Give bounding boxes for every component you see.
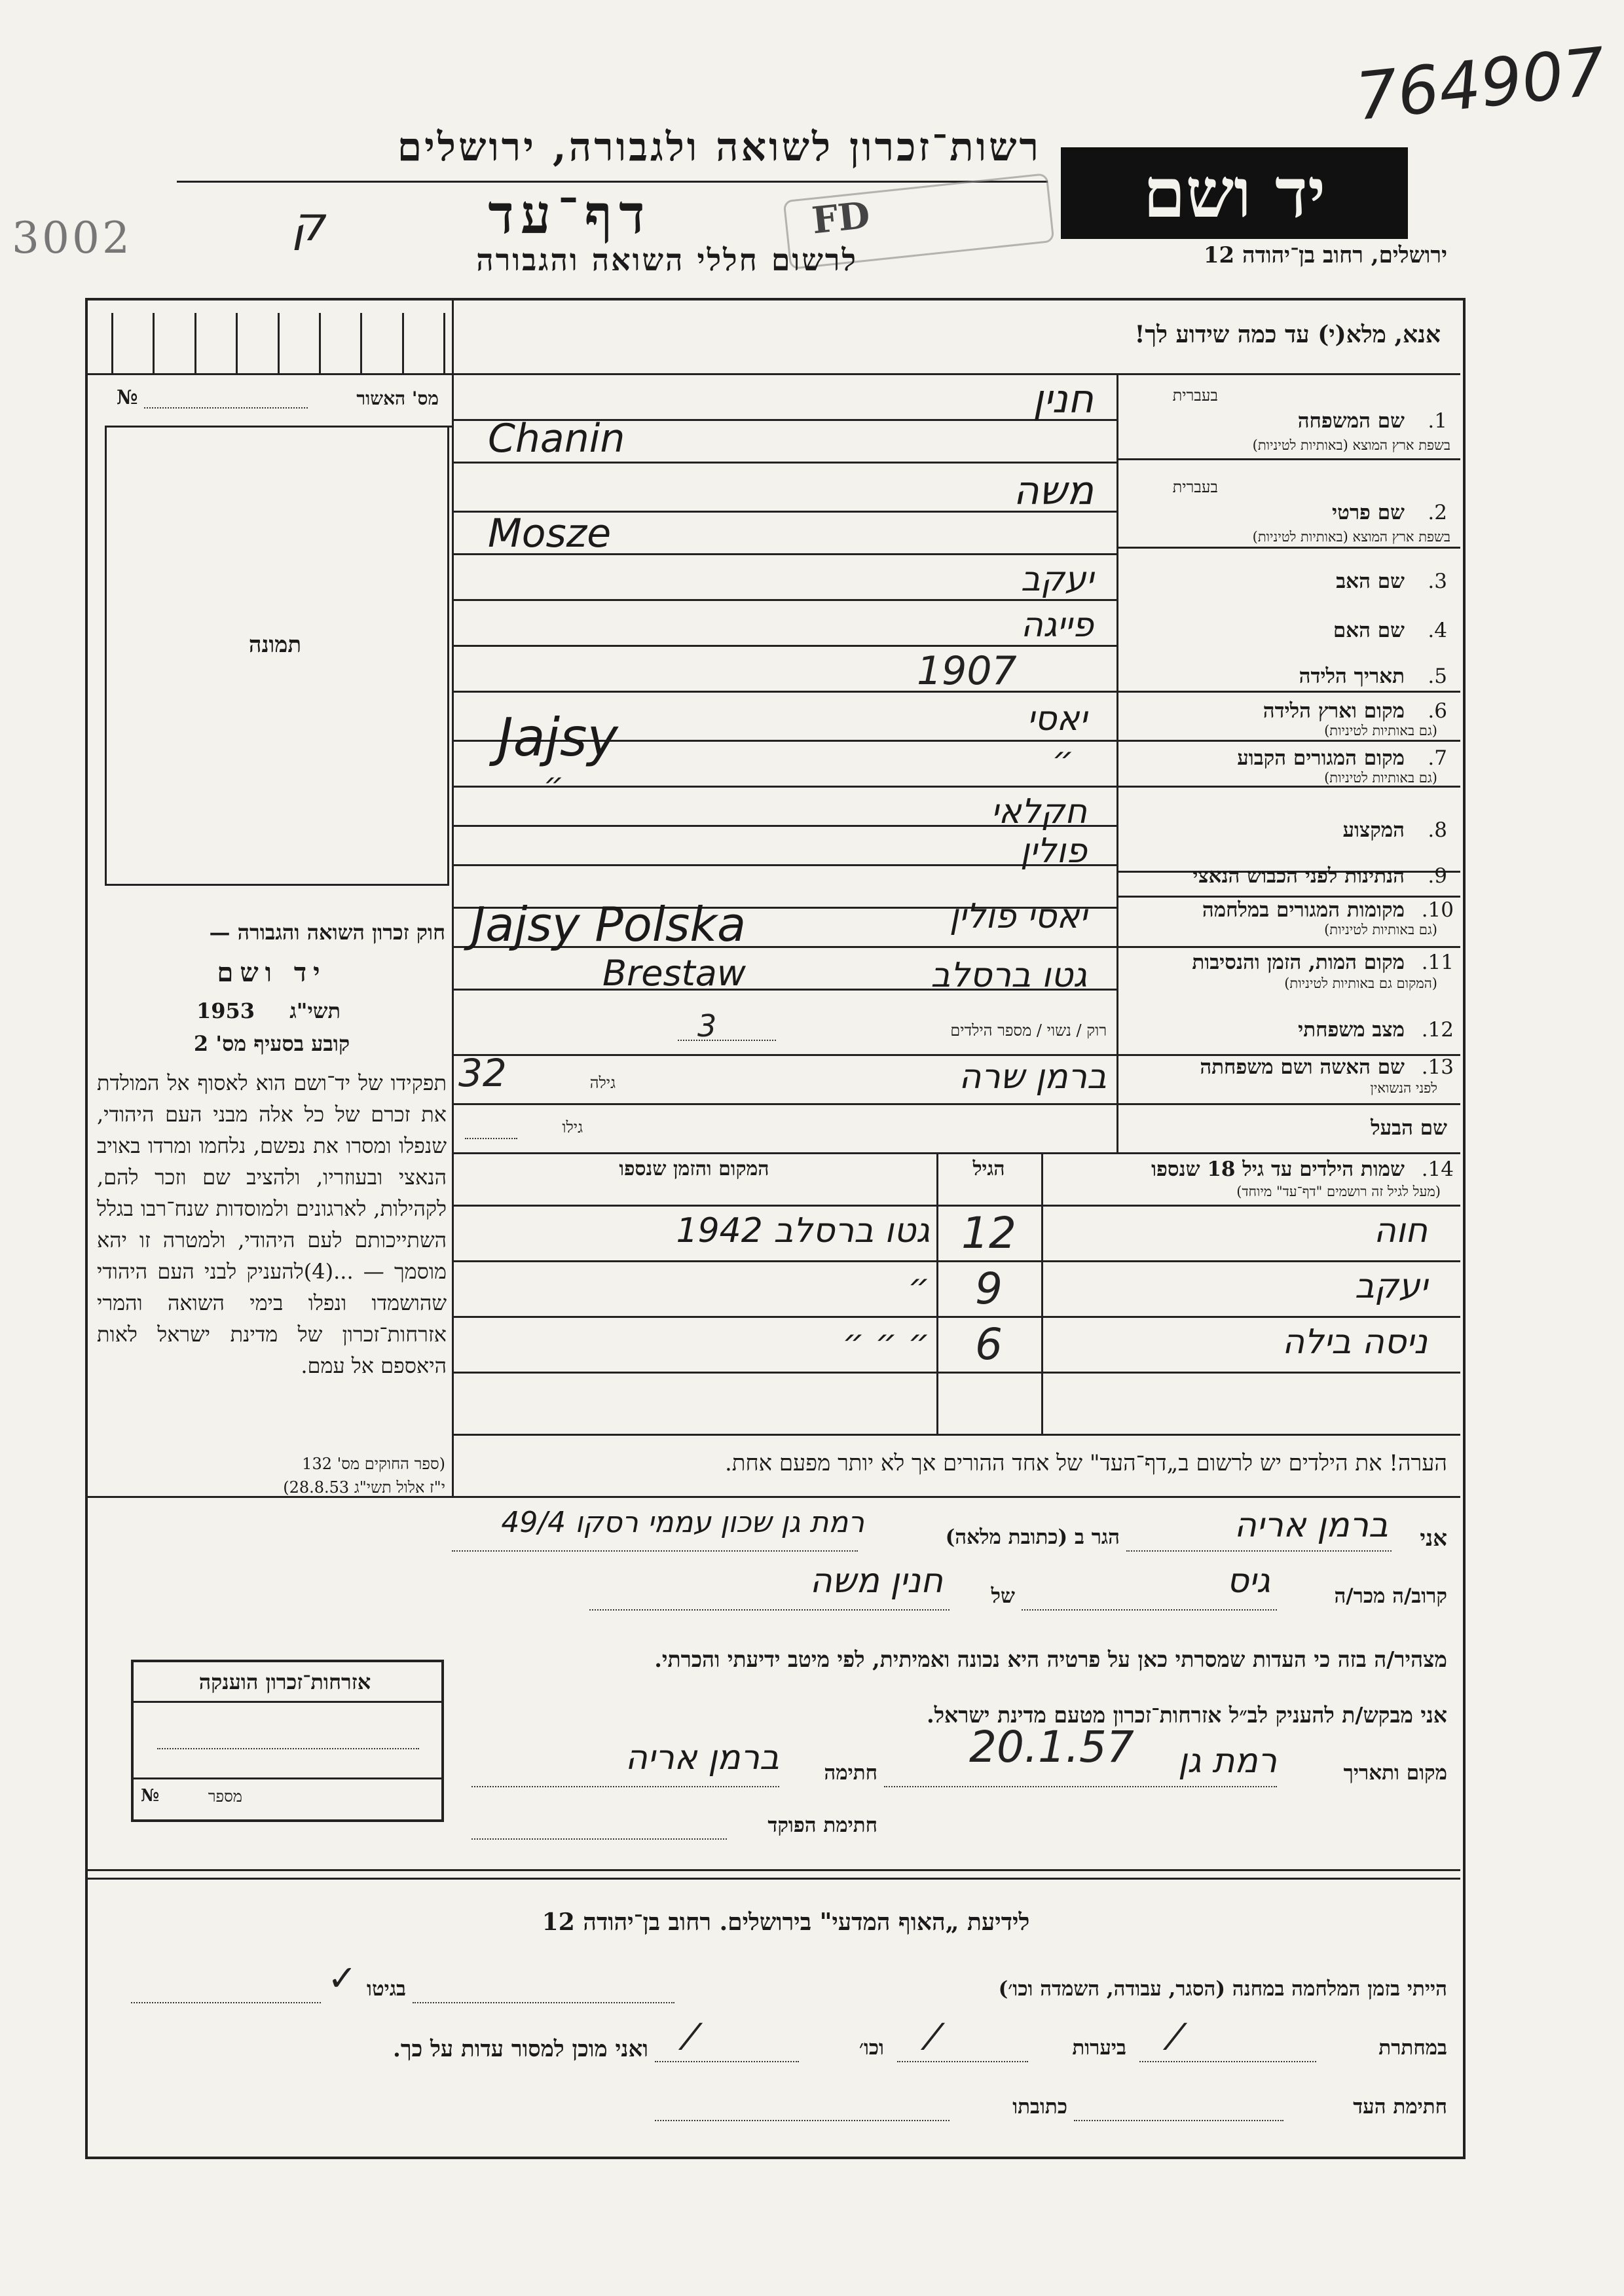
officer-sig-label: חתימת הפוקד: [767, 1813, 877, 1837]
occupation: חקלאי: [991, 792, 1087, 831]
wife-name: ברמן שרה: [959, 1057, 1107, 1097]
field-11-label: מקום המות, הזמן והנסיבות: [1192, 951, 1405, 974]
husband-label: שם הבעל: [1371, 1116, 1447, 1140]
of-value: חנין משה: [809, 1561, 943, 1601]
birth-place-latin: Jajsy: [498, 707, 618, 768]
child-age: 6: [975, 1319, 1003, 1370]
place-value: רמת גן: [1178, 1741, 1277, 1781]
field-10-note: (גם באותיות לטיניות): [1324, 922, 1437, 938]
form-subtitle: לרשום חללי השואה והגבורה: [476, 242, 858, 278]
law-year: 1953: [196, 998, 255, 1023]
children-note: (מעל לגיל זה רושמים "דף־עד" מיוחד): [1236, 1184, 1441, 1199]
field-5-label: תאריך הלידה: [1299, 665, 1405, 688]
declarant-address: רמת גן שכון עממי רסקו 49/4: [501, 1506, 864, 1539]
child-place: ״ ״ ״: [842, 1322, 930, 1362]
first-name-hebrew: משה: [1013, 468, 1094, 514]
authority-line: רשות־זכרון לשואה ולגבורה, ירושלים: [397, 124, 1041, 170]
relative-label: קרוב/ה מכר/ה: [1334, 1584, 1447, 1608]
law-text: תפקידו של יד־ושם הוא לאסוף אל המולדת את זכרם של כל אלה מבני העם היהודי, שנפלו ומסרו את נפשם, נלחמו ומרדו באויב הנאצי ובעוזריו, ולהציב שם וזכר להם, לקהילות, לארגונים ולמוסדות שנח־רבו בגלל השתייכותם לעם היהודי, ולמטרה זו יהא מוסמך — ...(4)להעניק לבני העם היהודי שהושמדו ונפלו בימי השואה והמרי אזרחות־זכרון של מדינת ישראל לאות היאספם אל עמם.: [97, 1070, 447, 1378]
child-name: יעקב: [1354, 1267, 1428, 1306]
handwritten-letter: ק: [291, 196, 325, 251]
field-7-note: (גם באותיות לטיניות): [1324, 770, 1437, 786]
field-2-note: בשפת ארץ המוצא (באותיות לטיניות): [1252, 529, 1450, 545]
wife-age-label: גילה: [589, 1074, 616, 1092]
citizenship-title: אזרחות־זכרון הוענקה: [198, 1669, 371, 1694]
witness-sig-label: חתימת העד: [1353, 2095, 1447, 2119]
field-3-label: שם האב: [1336, 570, 1405, 593]
field-4-label: שם האם: [1333, 619, 1405, 642]
field-2-label: שם פרטי: [1331, 501, 1405, 524]
of-label: של: [991, 1584, 1015, 1608]
child-name: ניסה בילה: [1282, 1322, 1428, 1362]
field-11-note: (המקום גם באותיות לטיניות): [1284, 975, 1437, 991]
ghetto-checkmark: ✓: [327, 1958, 358, 1999]
field-1-note: בשפת ארץ המוצא (באותיות לטיניות): [1252, 437, 1450, 453]
declaration-request: אני מבקש/ת להעניק לב״ל אזרחות־זכרון מטעם מדינת ישראל.: [927, 1702, 1447, 1728]
law-clause: קובע בסעיף מס' 2: [193, 1031, 350, 1056]
law-year-he: תשי"ג: [289, 998, 341, 1023]
wartime-line: הייתי בזמן המלחמה במחנה (הסגר, עבודה, השמדה וכו׳): [998, 1977, 1447, 2001]
citizenship-before: פולין: [1020, 831, 1087, 871]
photo-label: תמונה: [248, 632, 302, 658]
field-13-note: לפני הנשואין: [1370, 1080, 1437, 1096]
forests-dash: ⁄: [930, 2016, 936, 2058]
ghetto-label: בגיטו: [367, 1977, 406, 2001]
yad-vashem-logo: יד ושם: [1061, 147, 1408, 239]
signature-label: חתימה: [824, 1761, 877, 1785]
first-name-latin: Mosze: [488, 511, 612, 556]
in-hebrew-label-1: בעברית: [1172, 386, 1218, 405]
children-num: 14.: [1421, 1157, 1454, 1181]
resident-label: הגר ב (כתובת מלאה): [945, 1525, 1120, 1549]
hiding-dash: ⁄: [1172, 2016, 1179, 2058]
field-9-num: 9.: [1428, 864, 1447, 888]
remark: הערה! את הילדים יש לרשום ב„דף־העד" של אחד ההורים אך לא יותר מפעם אחת.: [724, 1450, 1447, 1476]
field-1-label: שם המשפחה: [1297, 409, 1405, 433]
approval-number-boxes: [111, 313, 445, 374]
left-margin-number: 3002: [12, 213, 132, 263]
father-name: יעקב: [1020, 560, 1094, 599]
field-7-label: מקום המגורים הקבוע: [1237, 746, 1405, 770]
field-6-label: מקום וארץ הלידה: [1263, 699, 1405, 723]
hiding-label: במחתרת: [1378, 2036, 1447, 2060]
children-title: שמות הילדים עד גיל 18 שנספו: [1151, 1157, 1405, 1181]
relation-value: גיס: [1227, 1561, 1270, 1601]
etc-label: וכו׳: [858, 2036, 884, 2060]
child-age: 12: [961, 1208, 1016, 1258]
footer-title: לידיעת „האוף המדעי" בירושלים. רחוב בן־יהודה 12: [542, 1908, 1030, 1936]
declarant-name: ברמן אריה: [1234, 1506, 1388, 1545]
i-label: אני: [1420, 1525, 1447, 1552]
field-13-label: שם האשה ושם משפחתה: [1200, 1055, 1405, 1079]
law-title: חוק זכרון השואה והגבורה —: [209, 920, 445, 945]
address-line: ירושלים, רחוב בן־יהודה 12: [1203, 242, 1447, 268]
ready-text: ואני מוכן למסור עדות על כך.: [393, 2036, 648, 2062]
field-13-num: 13.: [1421, 1055, 1454, 1079]
law-source-1: (ספר החוקים מס' 132: [302, 1455, 445, 1473]
field-5-num: 5.: [1428, 665, 1447, 688]
form-title: דף־עד: [488, 183, 652, 246]
signature-value: ברמן אריה: [625, 1738, 779, 1777]
number-label: מספר: [208, 1787, 242, 1806]
date-value: 20.1.57: [969, 1722, 1134, 1772]
field-3-num: 3.: [1428, 570, 1447, 593]
field-2-num: 2.: [1428, 501, 1447, 524]
field-4-num: 4.: [1428, 619, 1447, 642]
field-12-num: 12.: [1421, 1018, 1454, 1042]
child-place: ״: [908, 1267, 930, 1306]
field-10-num: 10.: [1421, 898, 1454, 922]
place-date-label: מקום ותאריך: [1343, 1761, 1447, 1785]
etc-dash: ⁄: [688, 2016, 694, 2058]
marital-status-options: רוק / נשוי / מספר הילדים: [950, 1021, 1107, 1040]
handwritten-record-id: 764907: [1352, 33, 1609, 136]
col-place-header: המקום והזמן שנספו: [619, 1157, 769, 1180]
approval-label: מס' האשור: [356, 388, 439, 409]
field-1-num: 1.: [1428, 409, 1447, 433]
number-no-mark: №: [141, 1786, 160, 1806]
mother-name: פייגה: [1020, 606, 1094, 645]
field-6-num: 6.: [1428, 699, 1447, 723]
stamp-mark: FD: [809, 193, 872, 243]
law-name: יד ושם: [217, 957, 327, 988]
husband-age-label: גילו: [562, 1118, 583, 1137]
field-6-note: (גם באותיות לטיניות): [1324, 723, 1437, 738]
forests-label: ביערות: [1072, 2036, 1126, 2060]
residence-latin: ״: [544, 766, 564, 803]
wartime-residence-latin: Jajsy Polska: [471, 897, 747, 952]
residence-hebrew: ״: [1052, 740, 1074, 779]
field-8-num: 8.: [1428, 818, 1447, 842]
wife-age: 32: [458, 1051, 507, 1095]
child-age: 9: [975, 1264, 1003, 1314]
form-intro: אנא, מלא(י) עד כמה שידוע לך!: [1134, 321, 1441, 348]
death-place-hebrew: גטו ברסלב: [931, 956, 1087, 995]
declaration-statement: מצהיר/ה בזה כי העדות שמסרתי כאן על פרטיה היא נכונה ואמיתית, לפי מיטב ידיעתי והכרתי.: [654, 1647, 1447, 1672]
family-name-hebrew: חנין: [1033, 376, 1094, 422]
wartime-residence-hebrew: יאסי פולין: [949, 897, 1087, 936]
death-place-latin: Brestaw: [602, 953, 747, 994]
field-9-label: הנתינות לפני הכבוש הנאצי: [1192, 864, 1405, 888]
field-8-label: המקצוע: [1342, 818, 1405, 842]
child-place: גטו ברסלב 1942: [676, 1211, 930, 1250]
birth-place-hebrew: יאסי: [1027, 699, 1087, 738]
field-12-label: מצב משפחתי: [1298, 1018, 1405, 1042]
field-10-label: מקומות המגורים במלחמה: [1202, 898, 1405, 922]
approval-no-mark: №: [117, 386, 138, 409]
child-name: חוה: [1373, 1211, 1428, 1250]
field-7-num: 7.: [1428, 746, 1447, 770]
law-source-2: י"ז אלול תשי"ג 28.8.53): [283, 1478, 445, 1497]
children-count: 3: [697, 1008, 717, 1044]
witness-address-label: כתובתו: [1012, 2095, 1067, 2119]
birth-date: 1907: [917, 648, 1017, 694]
family-name-latin: Chanin: [488, 416, 625, 462]
field-11-num: 11.: [1421, 951, 1454, 974]
col-age-header: הגיל: [972, 1157, 1005, 1180]
in-hebrew-label-2: בעברית: [1172, 478, 1218, 496]
